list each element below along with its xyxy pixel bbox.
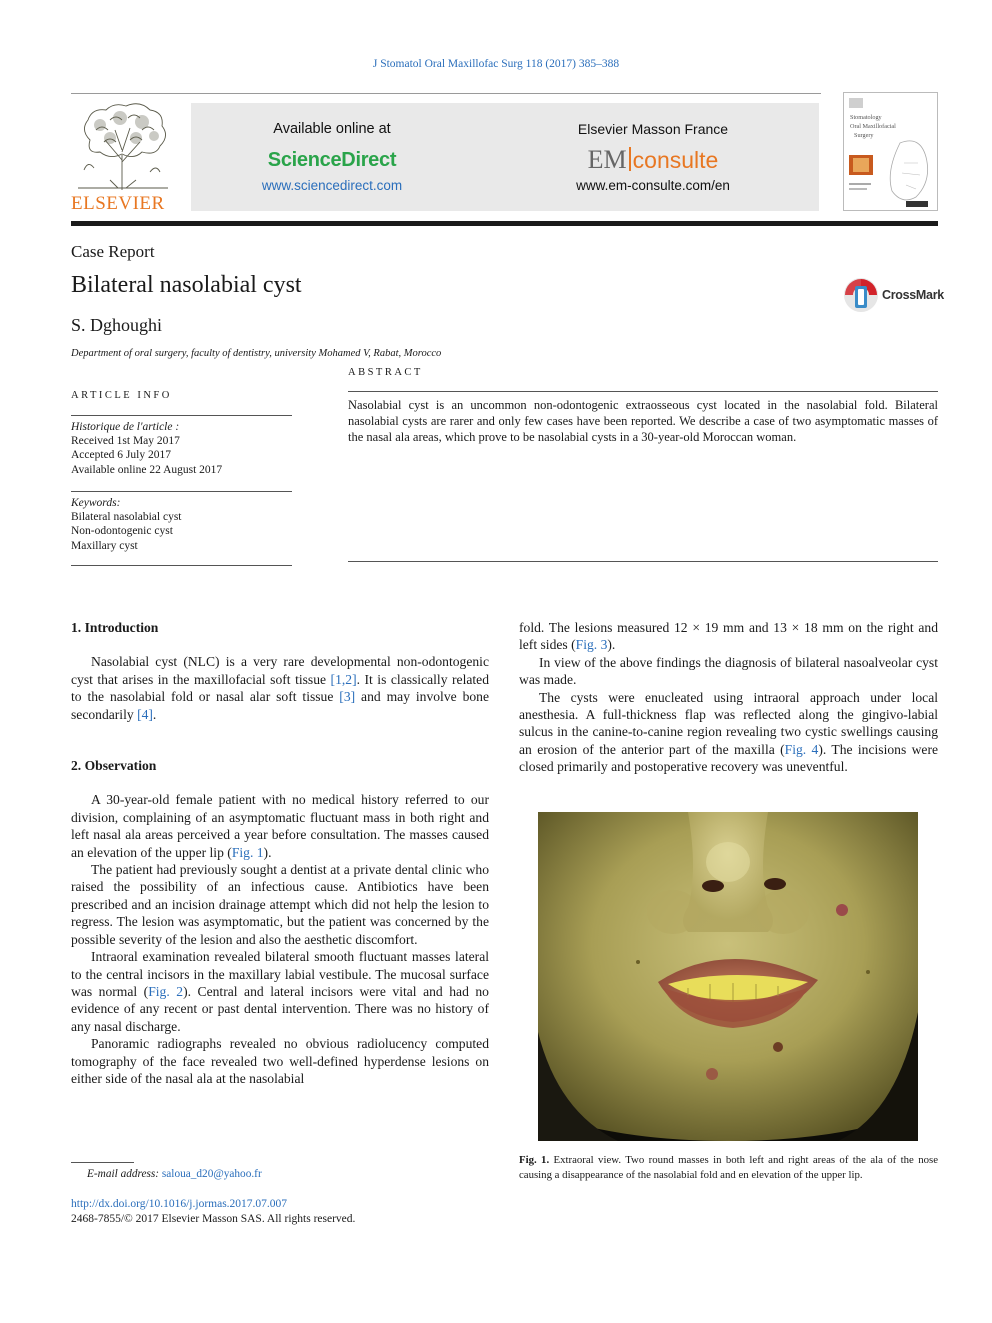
observation-paragraph: fold. The lesions measured 12 × 19 mm and 13 × 18 mm on the right and left sides (Fig. 3). [519, 620, 938, 653]
em-consulte-link[interactable]: www.em-consulte.com/en [576, 178, 730, 193]
figure-link[interactable]: Fig. 3 [575, 637, 608, 653]
sciencedirect-logo[interactable]: ScienceDirect [267, 149, 397, 171]
history-label: Historique de l'article : [71, 421, 180, 433]
figure-link[interactable]: Fig. 1 [231, 844, 264, 860]
article-history [71, 420, 292, 477]
journal-reference[interactable]: J Stomatol Oral Maxillofac Surg 118 (2017) 385–388 [372, 58, 620, 70]
observation-paragraph: In view of the above findings the diagnosis of bilateral nasoalveolar cyst was made. [519, 654, 938, 688]
email-label: E-mail address: [87, 1168, 160, 1180]
em-logo-left: EM [587, 145, 627, 174]
available-online-label: Available online at [273, 121, 391, 137]
header-heavy-rule [71, 221, 938, 226]
keyword: Maxillary cyst [71, 539, 138, 552]
crossmark-label: CrossMark [882, 288, 944, 302]
crossmark-icon [843, 277, 879, 313]
author-name[interactable]: S. Dghoughi [71, 315, 163, 335]
em-publisher-label: Elsevier Masson France [577, 121, 729, 137]
intro-paragraph: Nasolabial cyst (NLC) is a very rare developmental non-odontogenic cyst that arises in the maxillofacial soft tissue [1,2]. It is classically related to the nasolabial fold or nasal alar soft tissue [3] and may involve bone secondarily [4]. [71, 654, 489, 722]
abstract-top-rule [348, 391, 938, 392]
figure-label: Fig. 1. [519, 1154, 550, 1166]
figure-1-photo[interactable] [538, 812, 918, 1141]
figure-link[interactable]: Fig. 4 [784, 741, 819, 757]
banner-top-rule [71, 93, 821, 94]
citation-link[interactable]: [3] [339, 689, 356, 705]
figure-1-caption: Fig. 1. Extraoral view. Two round masses in both left and right areas of the ala of the nose causing a disappearance of the nasolabial fold and en elevation of the upper lip. [519, 1154, 938, 1181]
em-consulte-logo[interactable] [548, 145, 758, 175]
keyword: Non-odontogenic cyst [71, 525, 173, 538]
section-heading-introduction: 1. Introduction [71, 620, 159, 635]
em-logo-divider [629, 147, 631, 171]
body-right-column [519, 619, 938, 776]
figure-link[interactable]: Fig. 2 [148, 983, 184, 999]
keyword: Bilateral nasolabial cyst [71, 511, 182, 524]
citation-link[interactable]: [4] [137, 706, 153, 722]
svg-text:Surgery: Surgery [854, 132, 874, 139]
email-link[interactable]: saloua_d20@yahoo.fr [161, 1168, 262, 1180]
crossmark-badge[interactable] [843, 277, 944, 313]
author-affiliation: Department of oral surgery, faculty of dentistry, university Mohamed V, Rabat, Morocco [71, 348, 442, 359]
em-logo-right: consulte [632, 147, 719, 173]
observation-paragraph: Intraoral examination revealed bilateral smooth fluctuant masses lateral to the central incisors in the maxillary labial vestibule. The mucosal surface was normal (Fig. 2). Central and lateral incisors were vital and had no evidence of any recent or past dental intervention. There was no history of any nasal discharge. [71, 949, 489, 1034]
elsevier-wordmark: ELSEVIER [71, 193, 165, 214]
footnote-rule [71, 1162, 134, 1163]
keywords-block [71, 496, 292, 553]
article-title: Bilateral nasolabial cyst [71, 272, 302, 298]
body-left-column [71, 619, 489, 1087]
keywords-label: Keywords: [71, 497, 121, 509]
observation-paragraph: Panoramic radiographs revealed no obvious radiolucency computed tomography of the face revealed two well-defined hyperdense lesions on either side of the nasal ala at the nasolabial [71, 1036, 489, 1086]
abstract-heading: ABSTRACT [348, 367, 423, 378]
doi-link[interactable]: http://dx.doi.org/10.1016/j.jormas.2017.07.007 [71, 1198, 288, 1210]
article-info-rule [71, 415, 292, 416]
sciencedirect-link[interactable]: www.sciencedirect.com [261, 178, 403, 193]
citation-link[interactable]: [1,2] [330, 671, 357, 687]
observation-paragraph: The cysts were enucleated using intraoral approach under local anesthesia. A full-thickness flap was reflected along the gingivo-labial sulcus in the canine-to-canine region revealing two cystic swellings causing an erosion of the anterior part of the maxilla (Fig. 4). The incisions were closed primarily and postoperative recovery was uneventful. [519, 689, 938, 775]
svg-text:Oral Maxillofacial: Oral Maxillofacial [850, 123, 896, 130]
article-info-bottom-rule [71, 565, 292, 566]
abstract-text: Nasolabial cyst is an uncommon non-odontogenic extraosseous cyst located in the nasolabial fold. Bilateral nasolabial cysts are rarer and only few cases have been reported. We describe a case of two asymptomatic masses of the nasal ala areas, which prove to be nasolabial cysts in a 30-year-old Moroccan woman. [348, 398, 938, 444]
observation-paragraph: The patient had previously sought a dentist at a private dental clinic who raised the possibility of an infectious cause. Antibiotics have been prescribed and an incision drainage attempt which did not help the lesion to regress. The lesion was asymptomatic, but the patient was concerned by the possible severity of the lesion and also the aesthetic discomfort. [71, 862, 489, 947]
copyright-notice: 2468-7855/© 2017 Elsevier Masson SAS. All rights reserved. [71, 1213, 356, 1225]
author-email-footnote [71, 1168, 489, 1180]
keywords-rule [71, 491, 292, 492]
received-date: Received 1st May 2017 [71, 435, 180, 448]
article-type: Case Report [71, 242, 155, 261]
abstract-bottom-rule [348, 561, 938, 562]
article-info-heading: ARTICLE INFO [71, 390, 172, 401]
section-heading-observation: 2. Observation [71, 758, 157, 774]
accepted-date: Accepted 6 July 2017 [71, 449, 171, 462]
journal-cover-thumbnail[interactable] [843, 92, 938, 211]
observation-paragraph: A 30-year-old female patient with no medical history referred to our division, complaining of an asymptomatic fluctuant mass in both right and left nasal ala areas perceived a year before consultation. The masses caused an elevation of the upper lip (Fig. 1). [71, 792, 489, 860]
available-date: Available online 22 August 2017 [71, 463, 223, 476]
cover-title-line: Stomatology [850, 114, 882, 121]
